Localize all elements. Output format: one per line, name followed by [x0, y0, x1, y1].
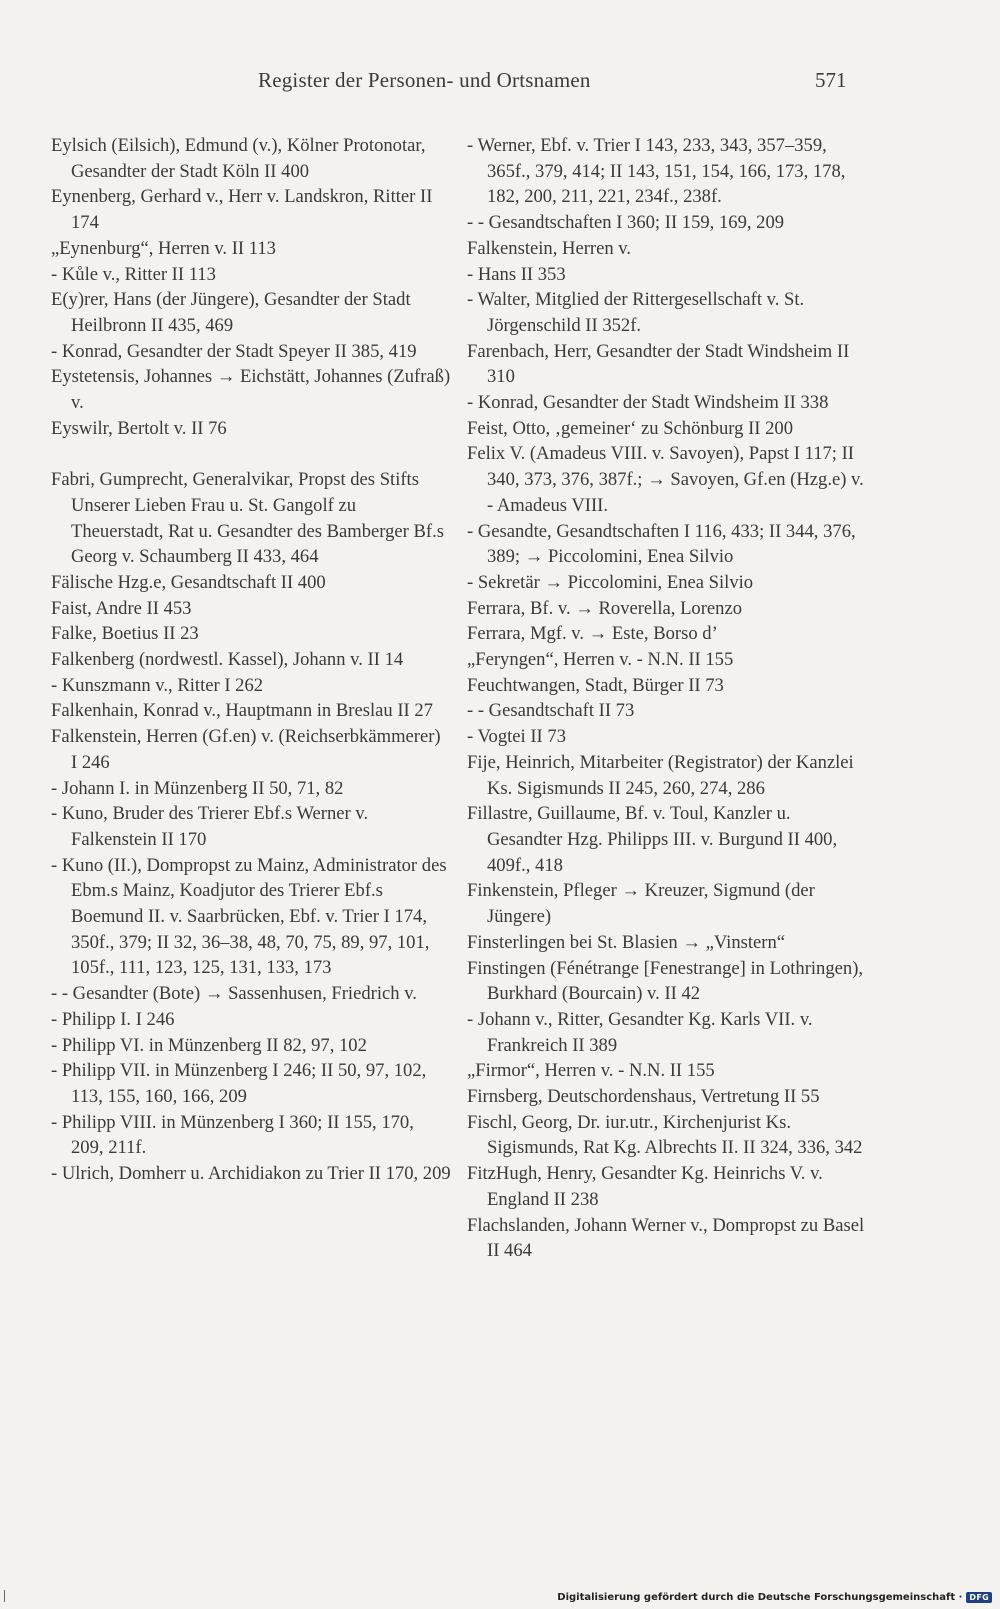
index-entry: „Feryngen“, Herren v. - N.N. II 155 — [467, 649, 734, 671]
index-entry: - - Gesandter (Bote) → Sassenhusen, Friedrich v. — [51, 983, 417, 1005]
index-entry: Falkenhain, Konrad v., Hauptmann in Breslau II 27 — [51, 700, 433, 722]
index-entry: Ferrara, Bf. v. → Roverella, Lorenzo — [467, 597, 743, 619]
page-header — [0, 68, 1000, 104]
digitization-credit — [557, 1590, 992, 1604]
index-entry: - Philipp I. I 246 — [51, 1008, 175, 1030]
index-entry: Falkenstein, Herren v. — [467, 237, 632, 259]
index-entry: - Werner, Ebf. v. Trier I 143, 233, 343, 357–359, 365f., 379, 414; II 143, 151, 154, 166, 173, 178, 182, 200, 211, 221, 234f., 238f. — [467, 135, 846, 208]
index-entry: Fabri, Gumprecht, Generalvikar, Propst des Stifts Unserer Lieben Frau u. St. Gangolf zu Theuerstadt, Rat u. Gesandter des Bamberger Bf.s Georg v. Schaumberg II 433, 464 — [51, 469, 444, 568]
index-entry: - Ulrich, Domherr u. Archidiakon zu Trier II 170, 209 — [51, 1163, 451, 1185]
index-entry: Falkenstein, Herren (Gf.en) v. (Reichserbkämmerer) I 246 — [51, 726, 441, 773]
index-entry: Eynenberg, Gerhard v., Herr v. Landskron, Ritter II 174 — [51, 186, 433, 234]
index-entry: Farenbach, Herr, Gesandter der Stadt Windsheim II 310 — [467, 340, 850, 388]
dfg-logo-icon: DFG — [966, 1592, 992, 1603]
index-entry: Eyswilr, Bertolt v. II 76 — [51, 417, 227, 439]
page-number: 571 — [815, 68, 847, 92]
index-entry: - Kunszmann v., Ritter I 262 — [51, 674, 264, 696]
index-entry: - - Gesandtschaft II 73 — [467, 700, 635, 722]
left-column — [51, 133, 451, 1187]
index-entry: Faist, Andre II 453 — [51, 597, 192, 619]
index-entry: Finstingen (Fénétrange [Fenestrange] in Lothringen), Burkhard (Bourcain) v. II 42 — [467, 957, 864, 1005]
index-entry: Fischl, Georg, Dr. iur.utr., Kirchenjurist Ks. Sigismunds, Rat Kg. Albrechts II. II 324, 336, 342 — [467, 1111, 863, 1159]
index-entry: Finkenstein, Pfleger → Kreuzer, Sigmund (der Jüngere) — [467, 880, 815, 928]
index-entry: Fillastre, Guillaume, Bf. v. Toul, Kanzler u. Gesandter Hzg. Philipps III. v. Burgund II 400, 409f., 418 — [467, 803, 838, 876]
running-title: Register der Personen- und Ortsnamen — [258, 68, 591, 92]
index-entry: - Kuno, Bruder des Trierer Ebf.s Werner v. Falkenstein II 170 — [51, 803, 369, 850]
credit-text: Digitalisierung gefördert durch die Deutsche Forschungsgemeinschaft · — [557, 1591, 963, 1603]
index-entry: Feist, Otto, ‚gemeiner‘ zu Schönburg II 200 — [467, 417, 794, 439]
index-entry: - Konrad, Gesandter der Stadt Windsheim II 338 — [467, 392, 829, 414]
index-entry: E(y)rer, Hans (der Jüngere), Gesandter der Stadt Heilbronn II 435, 469 — [51, 289, 411, 336]
index-entry: Firnsberg, Deutschordenshaus, Vertretung II 55 — [467, 1086, 820, 1108]
index-entry: Felix V. (Amadeus VIII. v. Savoyen), Papst I 117; II 340, 373, 376, 387f.; → Savoyen, Gf.en (Hzg.e) v. - Amadeus VIII. — [467, 443, 864, 516]
index-entry: - Vogtei II 73 — [467, 726, 566, 748]
index-entry: - Philipp VIII. in Münzenberg I 360; II 155, 170, 209, 211f. — [51, 1111, 414, 1159]
index-entry: - Philipp VII. in Münzenberg I 246; II 50, 97, 102, 113, 155, 160, 166, 209 — [51, 1060, 427, 1107]
index-entry: - Kuno (II.), Dompropst zu Mainz, Administrator des Ebm.s Mainz, Koadjutor des Trierer Ebf.s Boemund II. v. Saarbrücken, Ebf. v. Trier I 174, 350f., 379; II 32, 36–38, 48, 70, 75, 89, 97, 101, 105f., 111, 123, 125, 131, 133, 173 — [51, 854, 447, 979]
right-column — [467, 133, 867, 1264]
index-entry: Eylsich (Eilsich), Edmund (v.), Kölner Protonotar, Gesandter der Stadt Köln II 400 — [51, 135, 426, 182]
index-entry: Feuchtwangen, Stadt, Bürger II 73 — [467, 674, 724, 696]
index-entry: - Konrad, Gesandter der Stadt Speyer II 385, 419 — [51, 340, 417, 362]
index-entry: „Eynenburg“, Herren v. II 113 — [51, 237, 276, 259]
index-entry: - Johann v., Ritter, Gesandter Kg. Karls VII. v. Frankreich II 389 — [467, 1008, 813, 1056]
index-entry: Falke, Boetius II 23 — [51, 623, 199, 645]
index-entry: Flachslanden, Johann Werner v., Dompropst zu Basel II 464 — [467, 1214, 865, 1262]
index-entry: - Walter, Mitglied der Rittergesellschaft v. St. Jörgenschild II 352f. — [467, 289, 805, 336]
index-entry: - Kůle v., Ritter II 113 — [51, 263, 216, 285]
index-entry: Falkenberg (nordwestl. Kassel), Johann v. II 14 — [51, 649, 404, 671]
index-entry: „Firmor“, Herren v. - N.N. II 155 — [467, 1060, 715, 1082]
index-entry: FitzHugh, Henry, Gesandter Kg. Heinrichs V. v. England II 238 — [467, 1163, 823, 1210]
index-entry: - Hans II 353 — [467, 263, 566, 285]
index-entry: - Sekretär → Piccolomini, Enea Silvio — [467, 571, 754, 593]
scan-edge-mark — [4, 1590, 5, 1602]
index-entry: Ferrara, Mgf. v. → Este, Borso d’ — [467, 623, 718, 645]
index-entry: - Johann I. in Münzenberg II 50, 71, 82 — [51, 777, 344, 799]
index-entry: - Gesandte, Gesandtschaften I 116, 433; II 344, 376, 389; → Piccolomini, Enea Silvio — [467, 520, 856, 568]
index-entry: Eystetensis, Johannes → Eichstätt, Johannes (Zufraß) v. — [51, 366, 451, 414]
index-entry: Finsterlingen bei St. Blasien → „Vinstern“ — [467, 931, 786, 953]
index-entry: - - Gesandtschaften I 360; II 159, 169, 209 — [467, 212, 785, 234]
index-entry: Fije, Heinrich, Mitarbeiter (Registrator) der Kanzlei Ks. Sigismunds II 245, 260, 274, 286 — [467, 751, 854, 799]
index-entry: - Philipp VI. in Münzenberg II 82, 97, 102 — [51, 1034, 367, 1056]
index-entry: Fälische Hzg.e, Gesandtschaft II 400 — [51, 571, 326, 593]
